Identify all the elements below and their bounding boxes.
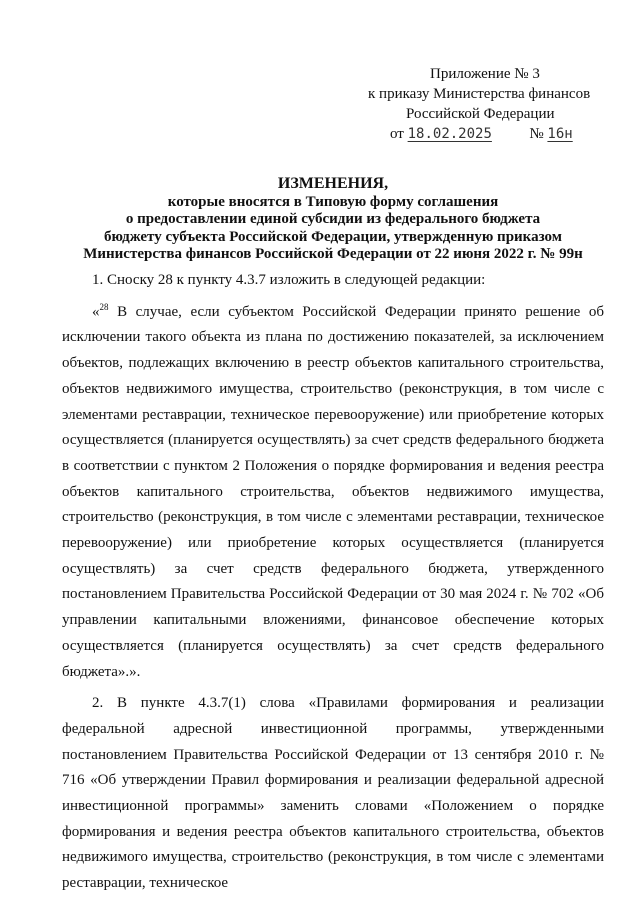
- title-line-1: которые вносятся в Типовую форму соглашения: [167, 193, 499, 210]
- paragraph-2: [62, 300, 604, 686]
- title-line-2: о предоставлении единой субсидии из федерального бюджета: [125, 211, 541, 227]
- open-quote: «: [92, 303, 100, 320]
- date-stamp: 18.02.2025: [407, 126, 492, 142]
- title-line-4: Министерства финансов Российской Федерации от 22 июня 2022 г. № 99н: [83, 246, 583, 262]
- appendix-order-ref: к приказу Министерства финансов: [368, 86, 591, 102]
- document-body: [62, 268, 604, 903]
- appendix-date-line: [360, 124, 610, 144]
- paragraph-2-text: В случае, если субъектом Российской Федерации принято решение об исключении такого объекта из плана по достижению показателей, за исключением объектов, подлежащих включению в реестр объектов капитального строительства, объектов недвижимого имущества, строительство (реконструкция, в том числе с элементами реставрации, техническое перевооружение) или приобретение которых осуществляется (планируется осуществлять) за счет средств федерального бюджета в соответствии с пунктом 2 Положения о порядке формирования и ведения реестра объектов капитального строительства, объектов недвижимого имущества, строительство (реконструкция, в том числе с элементами реставрации, техническое перевооружение) или приобретение которых осуществляется (планируется осуществлять) за счет средств федерального бюджета, утвержденного постановлением Правительства Российской Федерации от 30 мая 2024 г. № 702 «Об управлении капитальными вложениями, финансовое обеспечение которых осуществляется (планируется осуществлять) за счет средств федерального бюджета».».: [62, 303, 604, 680]
- appendix-country: Российской Федерации: [406, 106, 555, 122]
- appendix-number: Приложение № 3: [430, 66, 540, 82]
- paragraph-3: 2. В пункте 4.3.7(1) слова «Правилами формирования и реализации федеральной адресной инвестиционной программы, утвержденными постановлением Правительства Российской Федерации от 13 сентября 2010 г. № 716 «Об утверждении Правил формирования и реализации федеральной адресной инвестиционной программы» заменить словами «Положением о порядке формирования и ведения реестра объектов капитального строительства, объектов недвижимого имущества, строительство (реконструкция, в том числе с элементами реставрации, техническое: [62, 695, 604, 892]
- document-title: [60, 175, 606, 264]
- title-line-3: бюджету субъекта Российской Федерации, утвержденную приказом: [104, 228, 562, 245]
- paragraph-1: 1. Сноску 28 к пункту 4.3.7 изложить в следующей редакции:: [92, 272, 486, 288]
- appendix-header: [360, 64, 610, 144]
- date-prefix: от: [390, 126, 404, 142]
- number-prefix: №: [529, 126, 544, 142]
- title-heading: ИЗМЕНЕНИЯ,: [277, 175, 389, 192]
- number-stamp: 16н: [547, 126, 573, 142]
- footnote-mark: 28: [99, 301, 109, 312]
